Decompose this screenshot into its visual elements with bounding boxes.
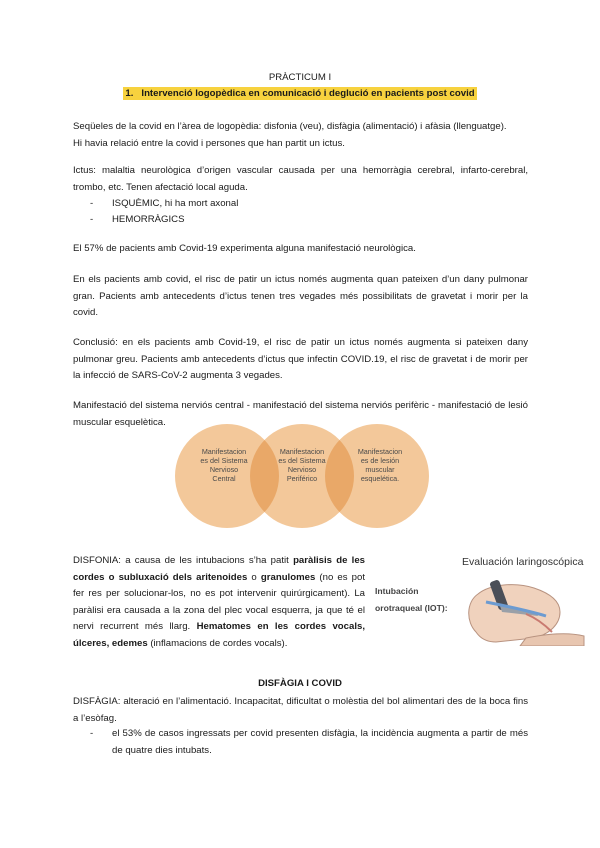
figure-caption-1: Intubación [375, 586, 419, 596]
subtitle-text: Intervenció logopèdica en comunicació i deglució en pacients post covid [141, 88, 475, 99]
venn-label-c1-4: Central [212, 474, 236, 483]
venn-label-c2-3: Nervioso [287, 465, 317, 474]
disfonia-t7: Hematomes en les cordes vocals, úlceres, edemes [73, 621, 365, 649]
paragraph-manifestacio: Manifestació del sistema nerviós central - manifestació del sistema nerviós perifèric - manifestació de lesió muscular esquelètica. [73, 400, 528, 428]
list-item-disfagia [90, 726, 528, 759]
paragraph-sequeles [73, 119, 528, 152]
figure-caption-2: orotraqueal (IOT): [375, 603, 448, 613]
bullet-text: HEMORRÀGICS [112, 214, 185, 225]
list-item-isquemic [90, 196, 238, 212]
bullet-text: ISQUÈMIC, hi ha mort axonal [112, 198, 239, 209]
venn-label-c1-1: Manifestacion [201, 447, 247, 456]
venn-label-c1-3: Nervioso [209, 465, 239, 474]
paragraph-conclusio: Conclusió: en els pacients amb Covid-19, el risc de patir un ictus només augmenta si pateixen dany pulmonar greu. Pacients amb antecedents d’ictus que infectin COVID.19, el risc de gravetat i de morir per la infecció de SARS-CoV-2 augmenta 3 vegades. [73, 337, 528, 381]
disfonia-t5: granulomes [260, 571, 316, 583]
paragraph-stat: El 57% de pacients amb Covid-19 experimenta alguna manifestació neurològica. [73, 243, 416, 254]
venn-label-c1-2: es del Sistema [200, 456, 248, 465]
bullet-dash: - [90, 198, 94, 209]
disfonia-t1: DISFONIA: [73, 555, 121, 566]
venn-label-c3-2: es de lesión [360, 456, 400, 465]
page-title: PRÀCTICUM I [268, 72, 332, 83]
figure-title: Evaluación laringoscópica [462, 556, 584, 568]
venn-label-c3-4: esquelética. [360, 474, 400, 483]
sequeles-line-2: Hi havia relació entre la covid i persones que han partit un ictus. [73, 137, 345, 149]
bullet-dash: - [90, 728, 94, 739]
venn-diagram [172, 421, 432, 531]
venn-label-c2-4: Periférico [286, 474, 318, 483]
section-subtitle [0, 88, 600, 99]
subtitle-highlight [123, 87, 476, 100]
venn-label-c3-1: Manifestacion [357, 447, 403, 456]
venn-label-c2-2: es del Sistema [278, 456, 326, 465]
bullet-text: el 53% de casos ingressats per covid presenten disfàgia, la incidència augmenta a partir de més de quatre dies intubats. [112, 728, 528, 756]
venn-label-c3-3: muscular [365, 465, 395, 474]
section-heading-disfagia: DISFÀGIA I COVID [258, 678, 342, 689]
sequeles-line-1: Seqüeles de la covid en l’àrea de logopèdia: disfonia (veu), disfàgia (alimentació) i afàsia (llenguatge). [73, 121, 507, 132]
paragraph-risc: En els pacients amb covid, el risc de patir un ictus només augmenta quan pateixen d’un dany pulmonar gran. Pacients amb antecedents d’ictus tenen tres vegades més possibilitats de gravetat i morir per la covid. [73, 274, 528, 318]
bullet-dash: - [90, 214, 94, 225]
venn-label-c2-1: Manifestacion [279, 447, 325, 456]
disfonia-t2: a causa de les intubacions s’ha patit [120, 555, 294, 566]
list-item-hemorragics [90, 212, 185, 228]
paragraph-disfonia [73, 553, 365, 652]
subtitle-number: 1. [125, 88, 134, 99]
paragraph-disfagia: DISFÀGIA: alteració en l’alimentació. Incapacitat, dificultat o molèstia del bol alimentari des de la boca fins a l’esòfag. [73, 696, 528, 724]
paragraph-ictus: Ictus: malaltia neurològica d’origen vascular causada per una hemorràgia cerebral, infarto-cerebral, trombo, etc. Tenen afectació local aguda. [73, 165, 528, 193]
disfonia-t4: o [247, 571, 261, 583]
disfonia-t8: (inflamacions de cordes vocals). [147, 637, 288, 649]
disfonia-t6: (no es pot fer res per solucionar-los, no es pot intervenir quirúrgicament). La paràlisi era causada a la zona del plec vocal esquerra, ja que té el nervi recurrent més llarg. [73, 571, 365, 632]
disfonia-t3: paràlisis de les cordes o subluxació dels aritenoides [73, 555, 366, 583]
intubation-illustration [456, 572, 588, 646]
